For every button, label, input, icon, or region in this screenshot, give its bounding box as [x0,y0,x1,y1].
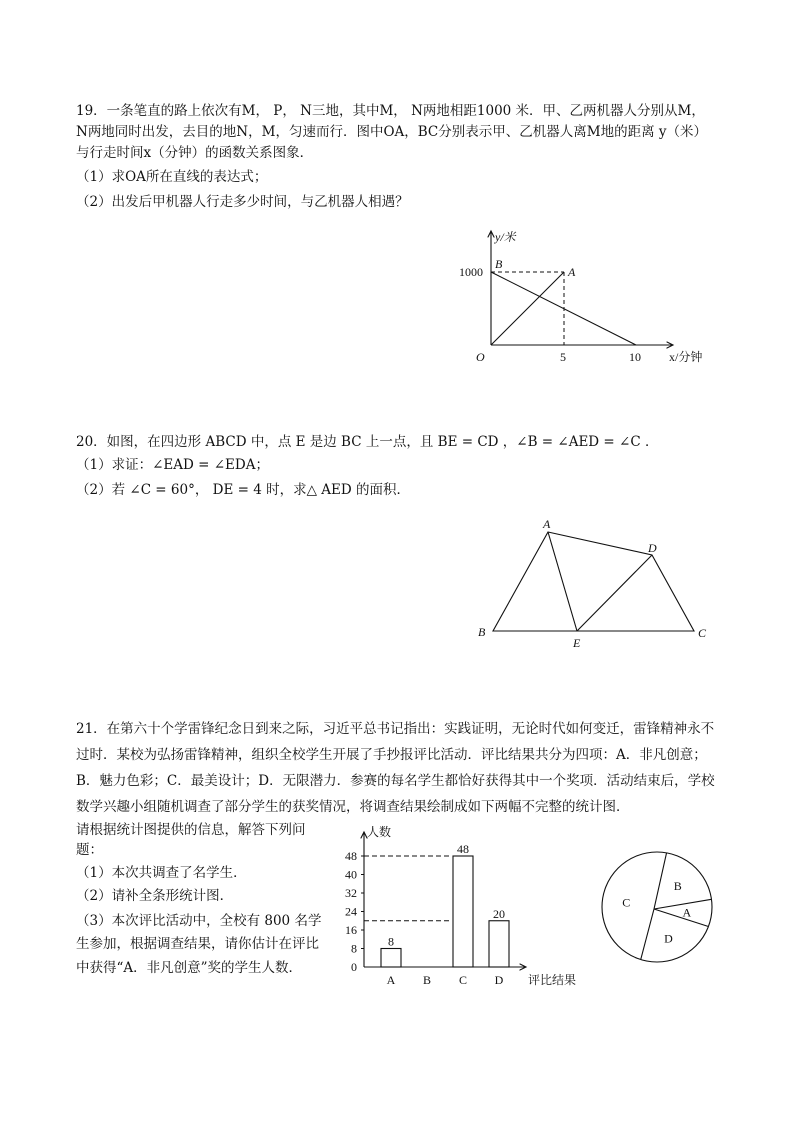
point-b-label: B [495,257,503,271]
x-tick-5: 5 [560,350,566,364]
bar-y-tick-label: 48 [345,849,357,863]
segment-oa [491,272,564,345]
point-a-label: A [568,265,576,279]
q21-intro-1: 请根据统计图提供的信息，解答下列问 [76,822,306,838]
bar-value-label-A: 8 [388,934,394,949]
bar-D [489,921,509,967]
q21-part-3-b: 生参加，根据调查结果，请你估计在评比 [76,936,319,952]
bar-category-label-A: A [386,973,396,987]
bar-value-label-D: 20 [493,906,505,921]
bar-category-label-D: D [494,973,504,987]
q21-line-3: B．魅力色彩；C．最美设计；D．无限潜力．参赛的每名学生都恰好获得其中一个奖项．活动结束后，学校 [76,773,715,789]
y-tick-1000: 1000 [459,265,483,279]
q21-line-4: 数学兴趣小组随机调查了部分学生的获奖情况，将调查结果绘制成如下两幅不完整的统计图． [76,799,630,815]
bar-y-axis-label: 人数 [367,825,392,839]
segment-ae [548,532,577,631]
q21-part-3-a: （3）本次评比活动中，全校有 800 名学 [76,913,322,929]
pie-slice-label-D: D [664,931,673,946]
q21-part-3-c: 中获得“A．非凡创意”奖的学生人数． [76,960,303,976]
q20-quadrilateral-figure [470,512,720,657]
q19-distance-time-graph [455,225,725,375]
q21-part-1: （1）本次共调查了名学生． [76,865,247,881]
bar-A [381,949,401,968]
bar-y-tick-label: 40 [345,867,357,882]
y-axis-label: y/米 [495,230,516,244]
q20-line-1: 20．如图，在四边形 ABCD 中，点 E 是边 BC 上一点，且 BE = CD ，∠B = ∠AED = ∠C ． [76,434,659,450]
bar-category-label-B: B [422,973,432,987]
vertex-e-label: E [573,636,581,650]
vertex-a-label: A [543,517,551,531]
q21-line-2: 过时．某校为弘扬雷锋精神，组织全校学生开展了手抄报评比活动．评比结果共分为四项：A．非凡创意； [76,747,707,763]
bar-value-label-C: 48 [457,842,469,856]
bar-y-tick-label: 32 [345,886,357,900]
bar-y-tick-label: 8 [351,941,357,956]
x-tick-10: 10 [629,350,641,364]
x-axis-label: x/分钟 [669,350,703,364]
q21-bar-chart [340,818,590,990]
pie-slice-label-B: B [673,879,682,894]
q20-part-1: （1）求证：∠EAD = ∠EDA； [76,457,269,473]
q19-line-2: N两地同时出发，去目的地N，M，匀速而行．图中OA，BC分别表示甲、乙机器人离M地的距离 y（米） [76,124,708,140]
q21-line-1: 21．在第六十个学雷锋纪念日到来之际，习近平总书记指出：实践证明，无论时代如何变迁，雷锋精神永不 [76,721,715,737]
bar-category-label-C: C [458,973,468,987]
q19-line-3: 与行走时间x（分钟）的函数关系图象． [76,145,314,161]
bar-y-tick-label: 0 [351,960,357,974]
pie-outline [602,852,712,962]
pie-slice-label-C: C [622,895,631,910]
bar-y-tick-label: 24 [345,904,357,919]
q21-pie-chart [598,848,716,966]
bar-C [453,856,473,967]
q19-part-2: （2）出发后甲机器人行走多少时间，与乙机器人相遇？ [76,194,409,210]
bar-x-axis-label: 评比结果 [528,973,577,987]
vertex-c-label: C [698,626,707,640]
bar-y-tick-label: 16 [345,923,357,937]
q19-part-1: （1）求OA所在直线的表达式； [76,169,268,185]
q20-part-2: （2）若 ∠C = 60°， DE = 4 时，求△ AED 的面积． [76,482,410,498]
q21-part-2: （2）请补全条形统计图． [76,888,234,904]
vertex-b-label: B [478,625,486,639]
origin-label: O [476,350,485,364]
segment-de [577,555,652,631]
q19-line-1: 19．一条笔直的路上依次有M， P， N三地，其中M， N两地相距1000 米．甲、乙两机器人分别从M， [76,103,705,119]
quadrilateral-abcd [493,532,694,631]
vertex-d-label: D [648,541,657,555]
q21-intro-2: 题： [76,842,103,858]
pie-slice-label-A: A [682,905,692,920]
